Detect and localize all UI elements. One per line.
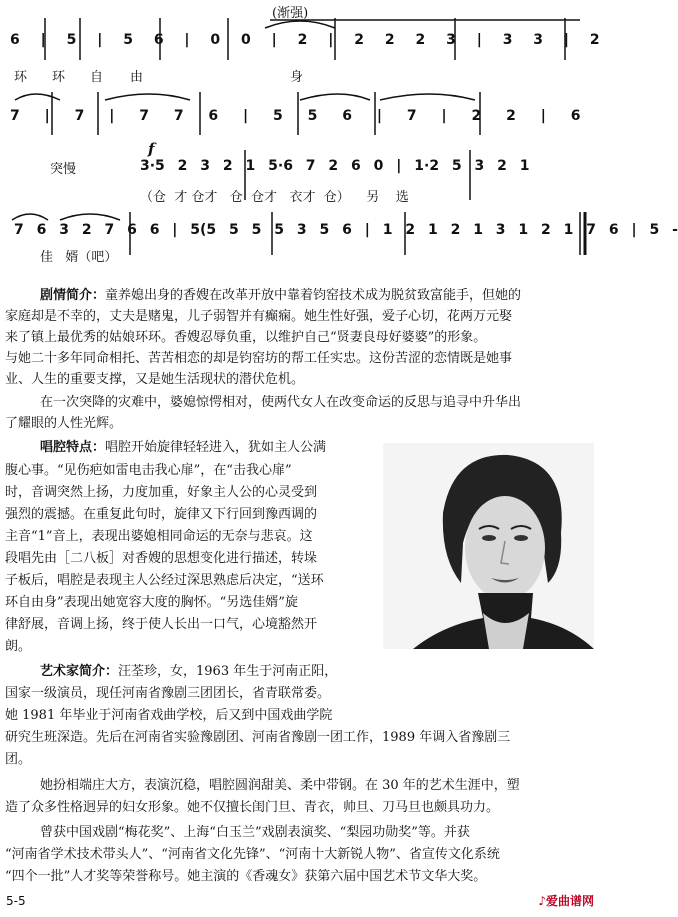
- artist-line-7: 造了众多性格迥异的妇女形象。她不仅擅长闺门旦、青衣，帅旦、刀马旦也颇具功力。: [5, 800, 500, 815]
- artist-line-2: 国家一级演员，现任河南省豫剧三团团长，省青联常委。: [5, 686, 331, 701]
- singing-line-10: 朗。: [5, 639, 32, 654]
- lyric-2: 环: [52, 70, 66, 85]
- artist-portrait: [383, 443, 594, 649]
- portrait-image: [383, 443, 594, 649]
- synopsis-line-7: 了耀眼的人性光辉。: [5, 416, 123, 431]
- score-row-4-lyrics: 佳 婿（吧）: [40, 250, 118, 265]
- singing-line-2: 腹心事。“见伤疤如雷电击我心扉”，在“击我心扉”: [5, 463, 292, 478]
- synopsis-line-5: 业、人生的重要支撑，又是她生活现状的潜伏危机。: [5, 372, 305, 387]
- music-score: [0, 0, 678, 270]
- singing-line-7: 子板后，唱腔是表现主人公经过深思熟虑后决定，“送环: [5, 573, 324, 588]
- page-number: 5-5: [6, 894, 26, 908]
- singing-heading: 唱腔特点：: [40, 440, 106, 455]
- singing-line-9: 律舒展，音调上扬，终于使人长出一口气，心境豁然开: [5, 617, 318, 632]
- score-row-1-notes: 6 | 5 | 5 6 | 0 0 | 2 | 2 2 2 3 | 3 3 | 2: [10, 32, 601, 48]
- singing-line-3: 时，音调突然上扬，力度加重，好象主人公的心灵受到: [5, 485, 318, 500]
- singing-line-8: 环自由身”表现出她宽容大度的胸怀。“另选佳婿”旋: [5, 595, 298, 610]
- artist-line-4: 研究生班深造。先后在河南省实验豫剧团、河南省豫剧一团工作，1989 年调入省豫剧三: [5, 730, 511, 745]
- synopsis-line-6: 在一次突降的灾难中，婆媳惊愕相对，使两代女人在改变命运的反思与追寻中升华出: [40, 395, 522, 410]
- artist-heading: 艺术家简介：: [40, 664, 119, 679]
- singing-line-4: 强烈的震撼。在重复此句时，旋律又下行回到豫西调的: [5, 507, 318, 522]
- tempo-marking: (渐强): [272, 6, 309, 21]
- singing-line-5: 主音“1”音上，表现出婆媳相同命运的无奈与悲哀。这: [5, 529, 313, 544]
- singing-line-1: 唱腔特点：唱腔开始旋律轻轻进入，犹如主人公满: [40, 440, 327, 455]
- artist-line-6: 她扮相端庄大方，表演沉稳，唱腔圆润甜美、柔中带钢。在 30 年的艺术生涯中，塑: [40, 778, 520, 793]
- lyric-5: 身: [290, 70, 304, 85]
- lyric-4: 由: [130, 70, 144, 85]
- note-icon: ♪: [538, 894, 546, 908]
- score-row-2-notes: 7 | 7 | 7 7 6 | 5 5 6 | 7 | 2 2 | 6: [10, 108, 582, 124]
- awards-line-2: “河南省学术技术带头人”、“河南省文化先锋”、“河南十大新锐人物”、省宣传文化系统: [5, 847, 500, 862]
- lyric-3: 自: [90, 70, 104, 85]
- singing-line-6: 段唱先由［二八板］对香嫂的思想变化进行描述，转垛: [5, 551, 318, 566]
- score-row-3-lyrics: （仓 才 仓才 仓 仓才 衣才 仓） 另 选: [140, 190, 409, 205]
- synopsis-line-1: 剧情简介：童养媳出身的香嫂在改革开放中靠着钧窑技术成为脱贫致富能手，但她的: [40, 288, 522, 303]
- synopsis-line-2: 家庭却是不幸的，丈夫是赌鬼，儿子弱智并有癫痫。她生性好强，爱子心切，花两万元娶: [5, 309, 513, 324]
- synopsis-line-3: 来了镇上最优秀的姑娘环环。香嫂忍辱负重，以维护自己“贤妻良母好婆婆”的形象。: [5, 330, 487, 345]
- artist-line-3: 她 1981 年毕业于河南省戏曲学校，后又到中国戏曲学院: [5, 708, 333, 723]
- artist-line-5: 团。: [5, 752, 32, 767]
- site-watermark: ♪爱曲谱网: [538, 894, 594, 908]
- tempo-change-label: 突慢: [50, 162, 77, 177]
- awards-line-3: “四个一批”人才奖等荣誉称号。她主演的《香魂女》获第六届中国艺术节文华大奖。: [5, 869, 487, 884]
- score-row-3-notes: 3·5 2 3 2 1 5·6 7 2 6 0 | 1·2 5 3 2 1: [140, 158, 530, 174]
- lyric-1: 环: [14, 70, 28, 85]
- synopsis-line-4: 与她二十多年同命相托、苦苦相恋的却是钧窑坊的帮工任实忠。这份苦涩的恋情既是她事: [5, 351, 513, 366]
- synopsis-heading: 剧情简介：: [40, 288, 106, 303]
- artist-line-1: 艺术家简介：汪荃珍，女，1963 年生于河南正阳，: [40, 664, 338, 679]
- awards-line-1: 曾获中国戏剧“梅花奖”、上海“白玉兰”戏剧表演奖、“梨园功勋奖”等。并获: [40, 825, 470, 840]
- score-row-4-notes: 7 6 3 2 7 6 6 | 5(5 5 5 5 3 5 6 | 1 2 1 2 1 3 1 2 1 7 6 | 5 -: [14, 222, 678, 238]
- dynamic-forte: f: [148, 140, 155, 158]
